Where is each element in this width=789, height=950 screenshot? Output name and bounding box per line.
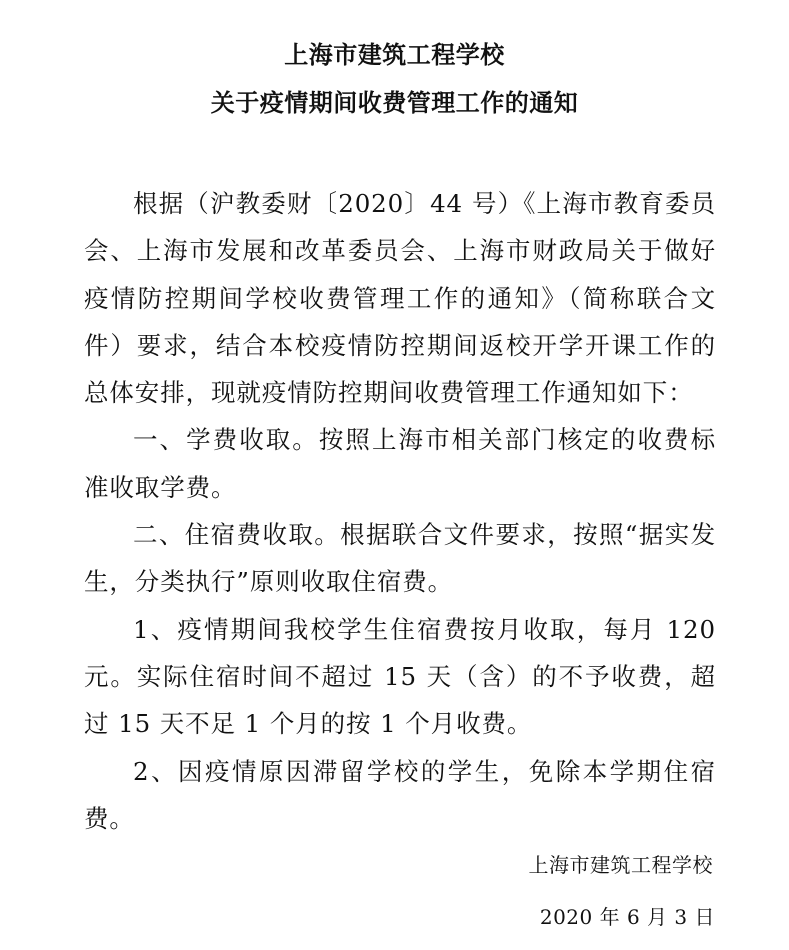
document-title-school: 上海市建筑工程学校	[284, 40, 505, 69]
paragraph-accommodation: 二、住宿费收取。根据联合文件要求，按照“据实发生，分类执行”原则收取住宿费。	[84, 520, 716, 597]
paragraph-tuition: 一、学费收取。按照上海市相关部门核定的收费标准收取学费。	[84, 425, 716, 502]
document-title-notice: 关于疫情期间收费管理工作的通知	[210, 88, 579, 117]
signature-date: 2020 年 6 月 3 日	[539, 905, 715, 929]
paragraph-monthly-fee: 1、疫情期间我校学生住宿费按月收取，每月 120 元。实际住宿时间不超过 15 天（含）的不予收费，超过 15 天不足 1 个月的按 1 个月收费。	[84, 614, 716, 739]
paragraph-intro: 根据（沪教委财〔2020〕44 号）《上海市教育委员会、上海市发展和改革委员会、上海市财政局关于做好疫情防控期间学校收费管理工作的通知》（简称联合文件）要求，结合本校疫情防控期间返校开学开课工作的总体安排，现就疫情防控期间收费管理工作通知如下：	[84, 189, 716, 408]
paragraph-exemption: 2、因疫情原因滞留学校的学生，免除本学期住宿费。	[84, 756, 716, 833]
document-body	[84, 180, 716, 842]
signature-organization: 上海市建筑工程学校	[528, 853, 713, 877]
